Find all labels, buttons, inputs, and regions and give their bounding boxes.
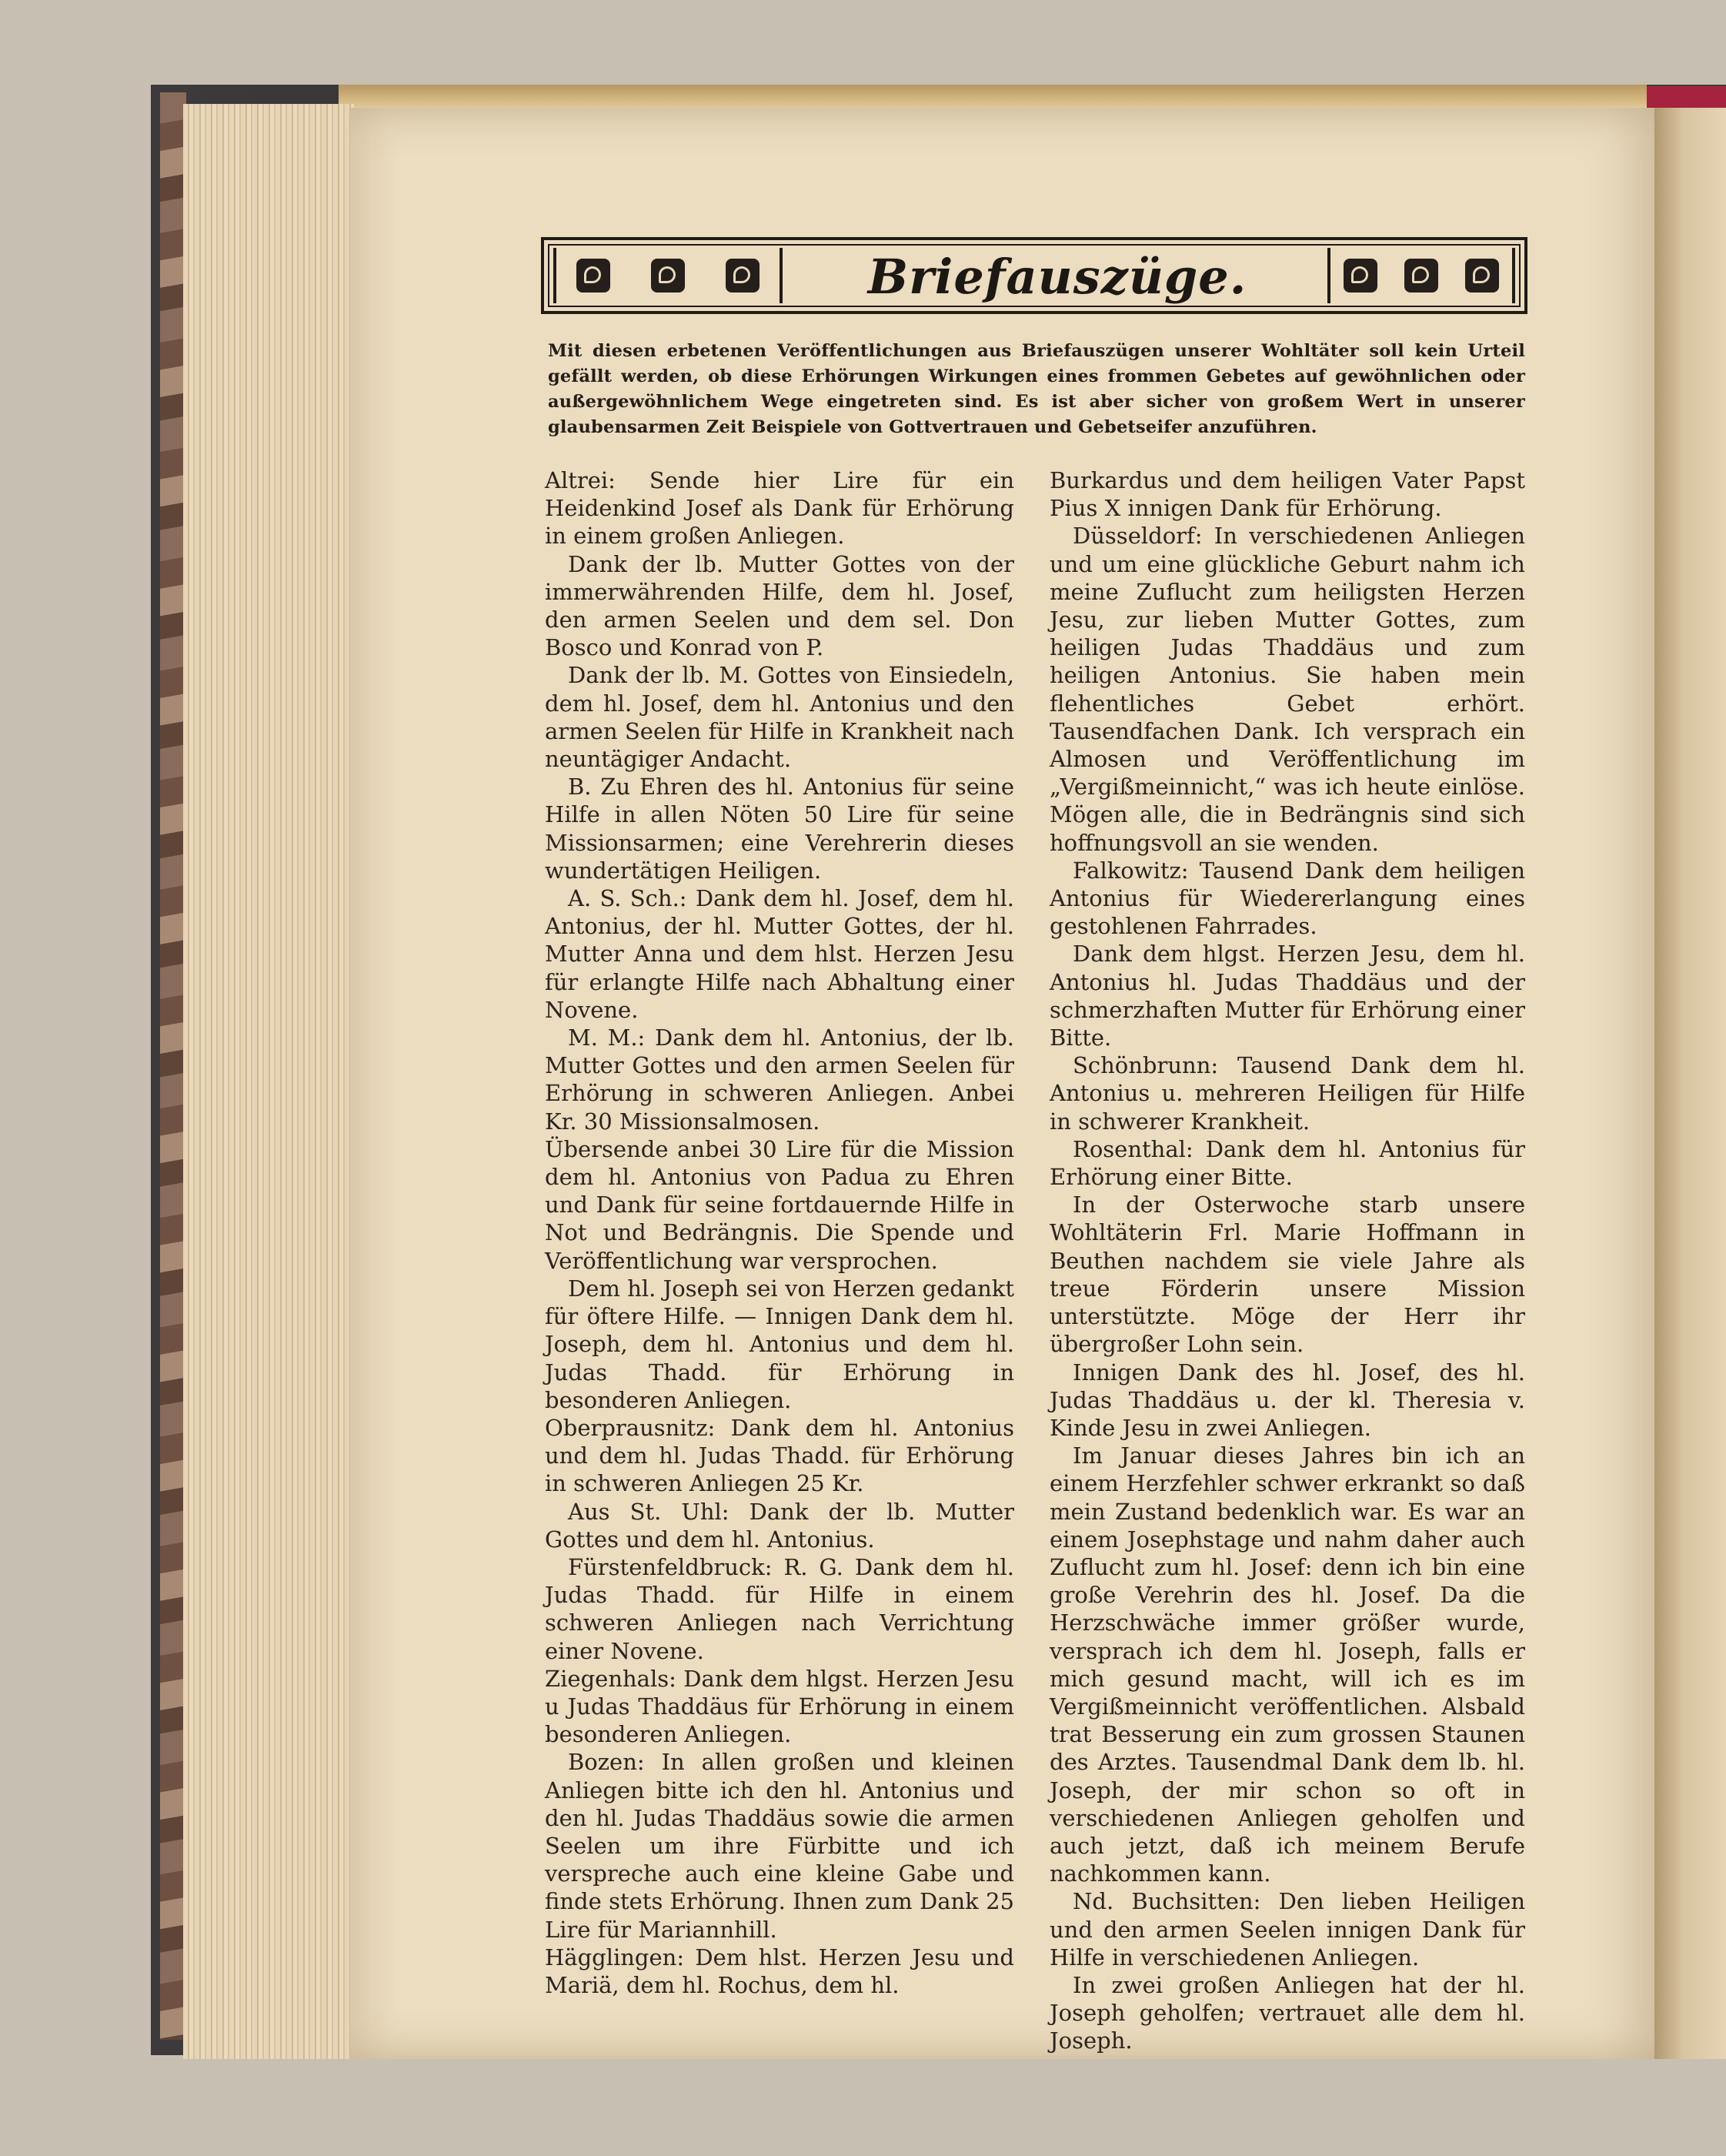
letter-excerpt: Übersende anbei 30 Lire für die Mission dem hl. Antonius von Padua zu Ehren und Dank für seine fortdauernde Hilfe in Not und Bedrängnis. Die Spende und Veröffentlichung war versprochen. xyxy=(545,1135,1014,1274)
column-right xyxy=(1050,466,1525,2055)
letter-excerpt: Falkowitz: Tausend Dank dem heiligen Antonius für Wiedererlangung eines gestohlenen Fahrrades. xyxy=(1050,857,1525,940)
page-title: Briefauszüge. xyxy=(867,248,1247,305)
ornament-icon xyxy=(651,259,685,292)
letter-excerpt: Dank dem hlgst. Herzen Jesu, dem hl. Antonius hl. Judas Thaddäus und der schmerzhaften Mutter für Erhörung einer Bitte. xyxy=(1050,941,1525,1051)
letter-excerpt: Altrei: Sende hier Lire für ein Heidenkind Josef als Dank für Erhörung in einem großen Anliegen. xyxy=(545,467,1014,550)
letter-excerpt: A. S. Sch.: Dank dem hl. Josef, dem hl. Antonius, der hl. Mutter Gottes, der hl. Mutter Anna und dem hlst. Herzen Jesu für erlangte Hilfe nach Abhaltung einer Novene. xyxy=(545,885,1014,1023)
ornament-icon xyxy=(726,259,760,292)
letter-excerpt: In der Osterwoche starb unsere Wohltäterin Frl. Marie Hoffmann in Beuthen nachdem sie viele Jahre als treue Förderin unsere Mission unterstützte. Möge der Herr ihr übergroßer Lohn sein. xyxy=(1050,1192,1525,1358)
letter-excerpt: Dem hl. Joseph sei von Herzen gedankt für öftere Hilfe. — Innigen Dank dem hl. Joseph, dem hl. Antonius und dem hl. Judas Thadd. für Erhörung in besonderen Anliegen. xyxy=(545,1275,1014,1413)
letter-excerpt: Düsseldorf: In verschiedenen Anliegen und um eine glückliche Geburt nahm ich meine Zuflucht zum heiligsten Herzen Jesu, zur lieben Mutter Gottes, zum heiligen Judas Thaddäus und zum heiligen Antonius. Sie haben mein flehentliches Gebet erhört. Tausendfachen Dank. Ich versprach ein Almosen und Veröffentlichung im „Vergißmeinnicht,“ was ich heute einlöse. Mögen alle, die in Bedrängnis sind sich hoffnungsvoll an sie wenden. xyxy=(1050,523,1525,856)
ornament-icon xyxy=(1465,259,1499,292)
ornament-group-right xyxy=(1327,248,1515,303)
ornament-group-left xyxy=(553,248,783,303)
page-gutter xyxy=(1654,108,1726,2059)
letter-excerpt: Burkardus und dem heiligen Vater Papst Pius X innigen Dank für Erhörung. xyxy=(1050,467,1525,522)
letter-excerpt: Innigen Dank des hl. Josef, des hl. Judas Thaddäus u. der kl. Theresia v. Kinde Jesu in zwei Anliegen. xyxy=(1050,1359,1525,1441)
ornament-icon xyxy=(1344,259,1377,292)
letter-excerpt: In zwei großen Anliegen hat der hl. Joseph geholfen; vertrauet alle dem hl. Joseph. xyxy=(1050,1971,1525,2054)
ornament-icon xyxy=(576,259,610,292)
letter-excerpt: Dank der lb. M. Gottes von Einsiedeln, dem hl. Josef, dem hl. Antonius und den armen Seelen für Hilfe in Krankheit nach neuntägiger Andacht. xyxy=(545,662,1014,773)
letter-excerpt: Aus St. Uhl: Dank der lb. Mutter Gottes und dem hl. Antonius. xyxy=(545,1498,1014,1553)
letter-excerpt: Nd. Buchsitten: Den lieben Heiligen und den armen Seelen innigen Dank für Hilfe in verschiedenen Anliegen. xyxy=(1050,1888,1525,1970)
letter-excerpt: Dank der lb. Mutter Gottes von der immerwährenden Hilfe, dem hl. Josef, den armen Seelen und dem sel. Don Bosco und Konrad von P. xyxy=(545,550,1014,661)
letter-excerpt: M. M.: Dank dem hl. Antonius, der lb. Mutter Gottes und den armen Seelen für Erhörung in schweren Anliegen. Anbei Kr. 30 Missionsalmosen. xyxy=(545,1025,1014,1135)
letter-excerpt: Ziegenhals: Dank dem hlgst. Herzen Jesu u Judas Thaddäus für Erhörung in einem besonderen Anliegen. xyxy=(545,1665,1014,1748)
ornament-icon xyxy=(1404,259,1438,292)
letter-excerpt: Fürstenfeldbruck: R. G. Dank dem hl. Judas Thadd. für Hilfe in einem schweren Anliegen nach Verrichtung einer Novene. xyxy=(545,1553,1014,1664)
letter-excerpt: Oberprausnitz: Dank dem hl. Antonius und dem hl. Judas Thadd. für Erhörung in schweren Anliegen 25 Kr. xyxy=(545,1414,1014,1497)
intro-paragraph: Mit diesen erbetenen Veröffentlichungen aus Briefauszügen unserer Wohltäter soll kein Urteil gefällt werden, ob diese Erhörungen Wirkungen eines frommen Gebetes auf gewöhnlichen oder außergewöhnlichem Wege eingetreten sind. Es ist aber sicher von großem Wert in unserer glaubensarmen Zeit Beispiele von Gottvertrauen und Gebetseifer anzuführen. xyxy=(548,341,1525,437)
letter-excerpt: Im Januar dieses Jahres bin ich an einem Herzfehler schwer erkrankt so daß mein Zustand bedenklich war. Es war an einem Josephstage und nahm daher auch Zuflucht zum hl. Josef: denn ich bin eine große Verehrin des hl. Josef. Da die Herzschwäche immer größer wurde, versprach ich dem hl. Joseph, falls er mich gesund macht, will ich es im Vergißmeinnicht veröffentlichen. Alsbald trat Besserung ein zum grossen Staunen des Arztes. Tausendmal Dank dem lb. hl. Joseph, der mir schon so oft in verschiedenen Anliegen geholfen und auch jetzt, daß ich meinem Berufe nachkommen kann. xyxy=(1050,1442,1525,1887)
page-stack-edges xyxy=(183,104,354,2059)
letter-excerpt: Rosenthal: Dank dem hl. Antonius für Erhörung einer Bitte. xyxy=(1050,1135,1525,1191)
column-left xyxy=(545,466,1014,1999)
header-banner xyxy=(541,237,1527,314)
marbled-spine xyxy=(160,92,186,2040)
letter-excerpt: Schönbrunn: Tausend Dank dem hl. Antonius u. mehreren Heiligen für Hilfe in schwerer Krankheit. xyxy=(1050,1052,1525,1135)
letter-excerpt: Bozen: In allen großen und kleinen Anliegen bitte ich den hl. Antonius und den hl. Judas Thaddäus sowie die armen Seelen um ihre Fürbitte und ich verspreche auch eine kleine Gabe und finde stets Erhörung. Ihnen zum Dank 25 Lire für Mariannhill. xyxy=(545,1749,1014,1943)
letter-excerpt: Hägglingen: Dem hlst. Herzen Jesu und Mariä, dem hl. Rochus, dem hl. xyxy=(545,1944,1014,1998)
letter-excerpt: B. Zu Ehren des hl. Antonius für seine Hilfe in allen Nöten 50 Lire für seine Missionsarmen; eine Verehrerin dieses wundertätigen Heiligen. xyxy=(545,774,1014,884)
